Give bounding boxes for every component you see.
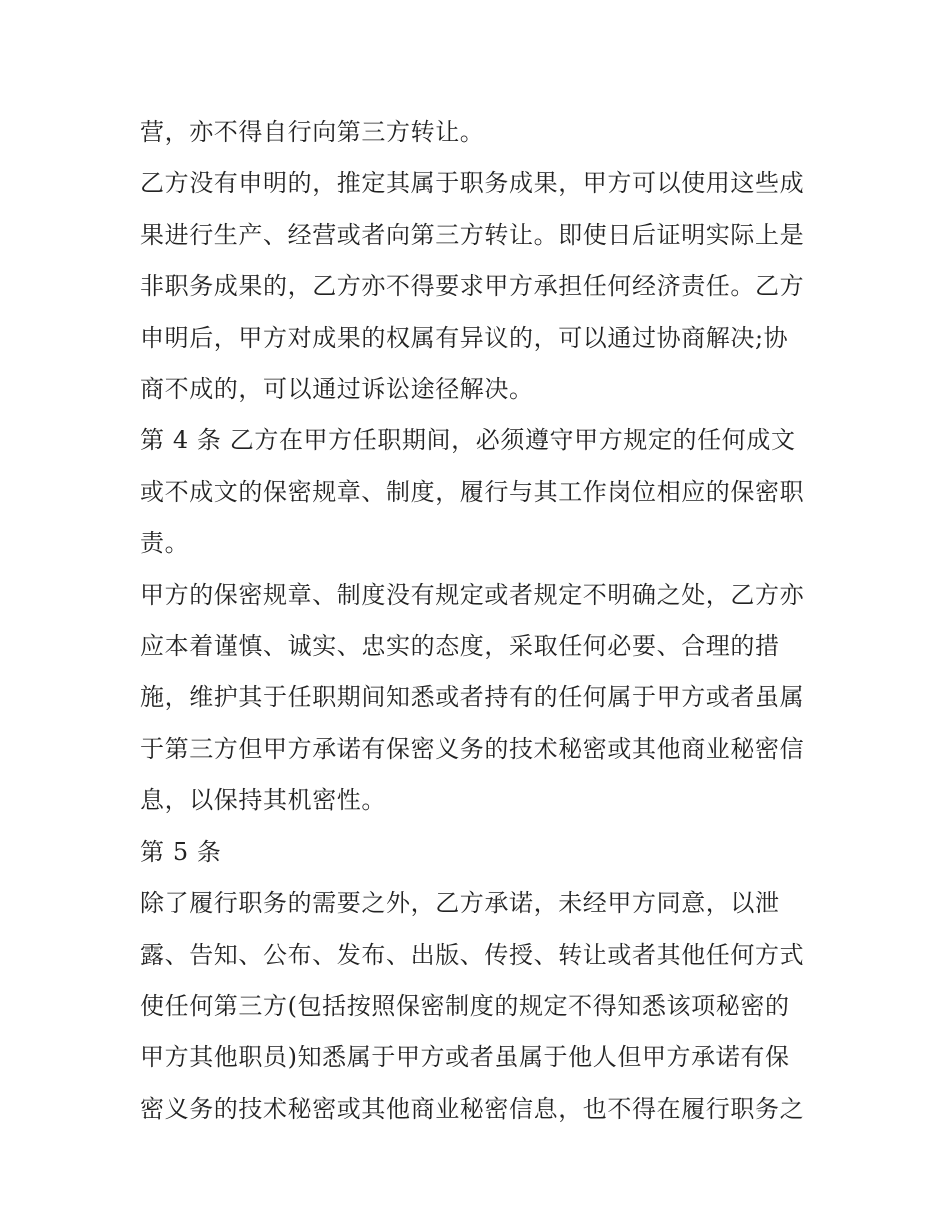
document-body (140, 107, 820, 1135)
text-line: 责。 (140, 529, 190, 558)
text-line: 施，维护其于任职期间知悉或者持有的任何属于甲方或者虽属 (140, 683, 805, 712)
article-5-heading: 第 5 条 (140, 837, 222, 866)
text-line: 非职务成果的，乙方亦不得要求甲方承担任何经济责任。乙方 (140, 272, 805, 301)
article-4-heading-line: 第 4 条 乙方在甲方任职期间，必须遵守甲方规定的任何成文 (140, 426, 796, 455)
text-line: 除了履行职务的需要之外，乙方承诺，未经甲方同意，以泄 (140, 889, 780, 918)
text-line: 密义务的技术秘密或其他商业秘密信息，也不得在履行职务之 (140, 1094, 805, 1123)
text-line: 息，以保持其机密性。 (140, 786, 386, 815)
text-line: 甲方其他职员)知悉属于甲方或者虽属于他人但甲方承诺有保 (140, 1043, 790, 1072)
text-line: 乙方没有申明的，推定其属于职务成果，甲方可以使用这些成 (140, 169, 805, 198)
text-line: 露、告知、公布、发布、出版、传授、转让或者其他任何方式 (140, 940, 805, 969)
text-line: 果进行生产、经营或者向第三方转让。即使日后证明实际上是 (140, 220, 805, 249)
text-line: 或不成文的保密规章、制度，履行与其工作岗位相应的保密职 (140, 477, 805, 506)
text-line: 申明后，甲方对成果的权属有异议的，可以通过协商解决;协 (140, 323, 789, 352)
text-line: 营，亦不得自行向第三方转让。 (140, 118, 485, 146)
text-line: 应本着谨慎、诚实、忠实的态度，采取任何必要、合理的措 (140, 632, 780, 661)
text-line: 甲方的保密规章、制度没有规定或者规定不明确之处，乙方亦 (140, 580, 805, 609)
text-line: 商不成的，可以通过诉讼途径解决。 (140, 375, 534, 404)
text-line: 使任何第三方(包括按照保密制度的规定不得知悉该项秘密的 (140, 991, 790, 1020)
text-line: 于第三方但甲方承诺有保密义务的技术秘密或其他商业秘密信 (140, 734, 805, 763)
